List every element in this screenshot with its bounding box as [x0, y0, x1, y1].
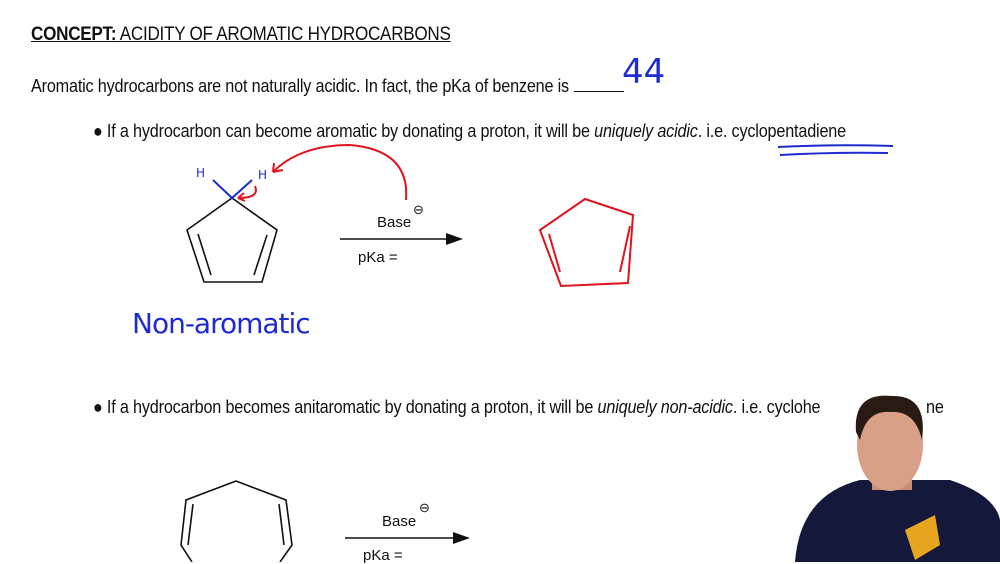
bullet-2-text: If a hydrocarbon becomes anitaromatic by donating a proton, it will be: [106, 397, 598, 417]
pka-label-2: pKa =: [363, 547, 403, 564]
bullet-1-post: . i.e.: [697, 121, 732, 141]
pka-label-1: pKa =: [358, 249, 398, 266]
double-underline: [778, 145, 893, 155]
curved-arrow-small: [238, 186, 256, 201]
bullet-1-example: cyclopentadiene: [731, 121, 846, 141]
bullet-1-text: If a hydrocarbon can become aromatic by donating a proton, it will be: [106, 121, 595, 141]
bullet-1: ● If a hydrocarbon can become aromatic by donating a proton, it will be uniquely acidic. i.e. cyclopentadiene: [93, 121, 846, 141]
presenter-video: [795, 396, 1000, 562]
bullet-2-emphasis: uniquely non-acidic: [597, 397, 733, 417]
title-bold: CONCEPT:: [31, 24, 117, 45]
bullet-2-post: . i.e. cyclohe: [732, 397, 821, 417]
hydrogen-left: H: [196, 166, 206, 180]
bullet-2: ● If a hydrocarbon becomes anitaromatic by donating a proton, it will be uniquely non-acidic. i.e. cyclohe: [93, 397, 821, 417]
handwritten-answer: 44: [622, 52, 666, 92]
bullet-2-tail: ne: [926, 397, 944, 417]
arrowhead-2: [453, 532, 470, 544]
curved-arrow-large: [273, 145, 406, 200]
cyclopentadienyl-anion: [540, 199, 633, 286]
non-aromatic-annotation: Non-aromatic: [132, 307, 310, 340]
negative-charge-1: ⊖: [413, 202, 424, 217]
hydrogen-right: H: [258, 168, 268, 182]
cyclopentadiene-structure: [187, 198, 277, 282]
reagent-label-2: Base: [382, 513, 417, 530]
negative-charge-2: ⊖: [419, 500, 430, 515]
reagent-label-1: Base: [377, 214, 412, 231]
title-text: ACIDITY OF AROMATIC HYDROCARBONS: [116, 24, 451, 45]
bullet-1-emphasis: uniquely acidic: [594, 121, 698, 141]
hand-bonds: [213, 180, 252, 198]
arrowhead-1: [446, 233, 463, 245]
intro-text: Aromatic hydrocarbons are not naturally acidic. In fact, the pKa of benzene is: [31, 76, 569, 96]
cycloheptatriene-structure: [181, 481, 292, 562]
